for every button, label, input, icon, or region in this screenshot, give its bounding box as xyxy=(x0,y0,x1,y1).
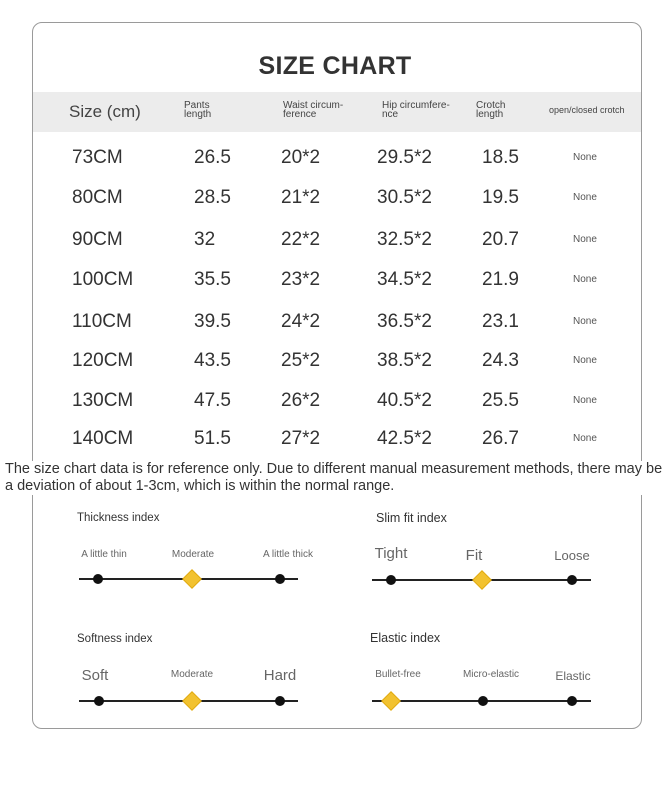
table-row xyxy=(0,427,670,451)
cell-crotch-length: 19.5 xyxy=(482,187,519,208)
thickness-point-3 xyxy=(275,574,285,584)
elastic-index-title: Elastic index xyxy=(370,631,441,645)
elastic-point-2 xyxy=(478,696,488,706)
table-row xyxy=(0,186,670,210)
softness-index-title: Softness index xyxy=(77,633,153,645)
softness-point-1 xyxy=(94,696,104,706)
disclaimer-note: The size chart data is for reference only. Due to different manual measurement methods, there may be a deviation of about 1-3cm, which is within the normal range. xyxy=(5,461,665,495)
slim-label-loose: Loose xyxy=(554,548,590,563)
cell-size: 100CM xyxy=(72,269,134,290)
thickness-index-title: Thickness index xyxy=(77,512,160,524)
cell-size: 140CM xyxy=(72,428,134,449)
cell-open-closed: None xyxy=(573,433,597,444)
table-row xyxy=(0,146,670,170)
table-row xyxy=(0,268,670,292)
cell-pants-length: 47.5 xyxy=(194,390,231,411)
cell-waist: 24*2 xyxy=(281,311,321,332)
thickness-point-1 xyxy=(93,574,103,584)
header-waist: Waist circum- ference xyxy=(283,100,344,120)
cell-crotch-length: 20.7 xyxy=(482,229,519,250)
softness-label-soft: Soft xyxy=(81,667,109,684)
cell-crotch-length: 25.5 xyxy=(482,390,519,411)
cell-waist: 22*2 xyxy=(281,229,321,250)
softness-label-moderate: Moderate xyxy=(170,669,214,680)
header-crotch-length: Crotch length xyxy=(476,100,506,120)
header-open-closed-crotch: open/closed crotch xyxy=(549,105,625,115)
cell-size: 80CM xyxy=(72,187,123,208)
elastic-point-3 xyxy=(567,696,577,706)
cell-waist: 27*2 xyxy=(281,428,321,449)
cell-hip: 29.5*2 xyxy=(377,147,432,168)
table-row xyxy=(0,349,670,373)
cell-size: 120CM xyxy=(72,350,134,371)
cell-open-closed: None xyxy=(573,355,597,366)
slim-point-3 xyxy=(567,575,577,585)
cell-crotch-length: 21.9 xyxy=(482,269,519,290)
cell-hip: 42.5*2 xyxy=(377,428,432,449)
cell-open-closed: None xyxy=(573,274,597,285)
cell-size: 73CM xyxy=(72,147,123,168)
elastic-label-bullet-free: Bullet-free xyxy=(375,669,421,680)
cell-hip: 34.5*2 xyxy=(377,269,432,290)
softness-label-hard: Hard xyxy=(263,667,297,684)
cell-pants-length: 26.5 xyxy=(194,147,231,168)
cell-pants-length: 51.5 xyxy=(194,428,231,449)
table-row xyxy=(0,310,670,334)
cell-pants-length: 35.5 xyxy=(194,269,231,290)
cell-hip: 38.5*2 xyxy=(377,350,432,371)
cell-waist: 20*2 xyxy=(281,147,321,168)
cell-open-closed: None xyxy=(573,152,597,163)
cell-size: 110CM xyxy=(72,311,132,332)
cell-open-closed: None xyxy=(573,316,597,327)
cell-size: 130CM xyxy=(72,390,134,411)
table-row xyxy=(0,228,670,252)
cell-pants-length: 39.5 xyxy=(194,311,231,332)
cell-crotch-length: 26.7 xyxy=(482,428,519,449)
cell-open-closed: None xyxy=(573,234,597,245)
elastic-label-elastic: Elastic xyxy=(555,669,591,683)
header-size: Size (cm) xyxy=(69,102,141,121)
chart-title: SIZE CHART xyxy=(258,52,412,80)
cell-pants-length: 43.5 xyxy=(194,350,231,371)
cell-waist: 21*2 xyxy=(281,187,321,208)
slim-label-fit: Fit xyxy=(465,547,483,564)
cell-crotch-length: 24.3 xyxy=(482,350,519,371)
slim-fit-index-title: Slim fit index xyxy=(376,511,447,525)
cell-waist: 25*2 xyxy=(281,350,321,371)
cell-pants-length: 32 xyxy=(194,229,216,250)
cell-size: 90CM xyxy=(72,229,123,250)
cell-waist: 23*2 xyxy=(281,269,321,290)
thickness-label-thin: A little thin xyxy=(81,549,127,560)
cell-pants-length: 28.5 xyxy=(194,187,231,208)
slim-point-1 xyxy=(386,575,396,585)
slim-label-tight: Tight xyxy=(374,545,408,562)
cell-hip: 36.5*2 xyxy=(377,311,432,332)
cell-open-closed: None xyxy=(573,192,597,203)
thickness-label-thick: A little thick xyxy=(262,549,314,560)
cell-waist: 26*2 xyxy=(281,390,321,411)
softness-point-3 xyxy=(275,696,285,706)
cell-crotch-length: 23.1 xyxy=(482,311,519,332)
table-row xyxy=(0,389,670,413)
cell-hip: 40.5*2 xyxy=(377,390,432,411)
cell-hip: 30.5*2 xyxy=(377,187,432,208)
cell-hip: 32.5*2 xyxy=(377,229,432,250)
thickness-label-moderate: Moderate xyxy=(171,549,215,560)
cell-crotch-length: 18.5 xyxy=(482,147,519,168)
elastic-label-micro-elastic: Micro-elastic xyxy=(462,669,520,680)
cell-open-closed: None xyxy=(573,395,597,406)
header-pants-length: Pants length xyxy=(184,100,212,120)
header-hip: Hip circumfere- nce xyxy=(382,100,450,120)
